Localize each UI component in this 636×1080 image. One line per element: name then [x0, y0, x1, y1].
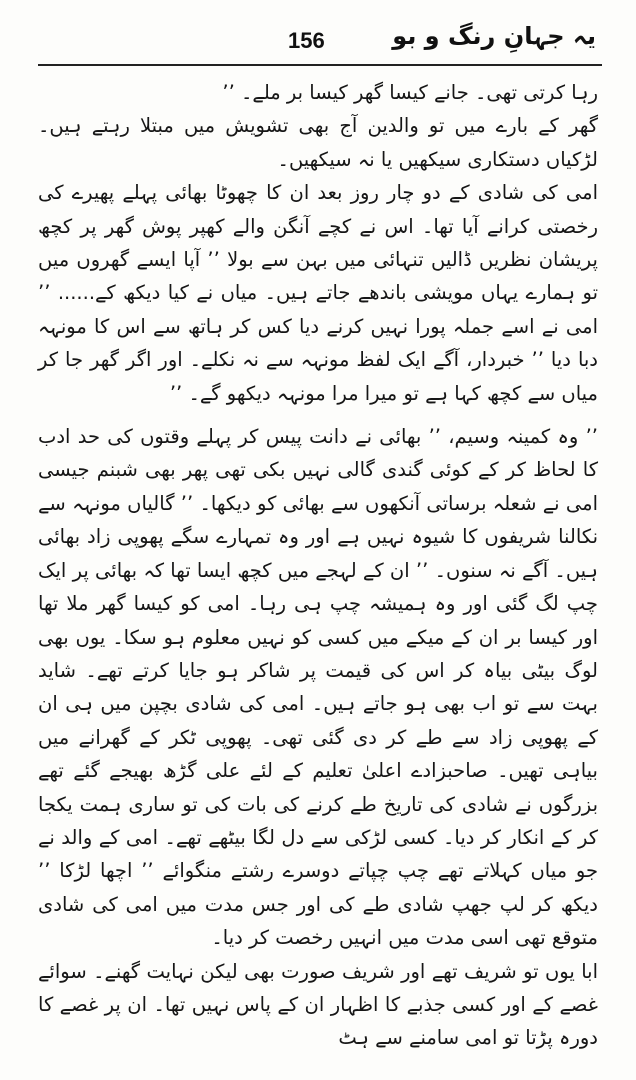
page-number: 156: [288, 28, 325, 53]
page-header: [40, 22, 596, 62]
header-divider: [38, 64, 602, 66]
paragraph: ابا یوں تو شریف تھے اور شریف صورت بھی لیکن نہایت گھنے۔ سوائے غصے کے اور کسی جذبے کا اظہار ان کے پاس نہیں تھا۔ ان پر غصے کا دورہ پڑتا تو امی سامنے سے ہٹ: [38, 959, 598, 1050]
page-body: [38, 76, 598, 1055]
book-title: یہ جہانِ رنگ و بو: [392, 22, 596, 50]
paragraph: گھر کے بارے میں تو والدین آج بھی تشویش میں مبتلا رہتے ہیں۔ لڑکیاں دستکاری سیکھیں یا نہ سیکھیں۔: [38, 114, 598, 171]
paragraph: امی کی شادی کے دو چار روز بعد ان کا چھوٹا بھائی پہلے پھیرے کی رخصتی کرانے آیا تھا۔ اس نے کچے آنگن والے کھپر پوش گھر پر کچھ پریشان نظریں ڈالیں تنہائی میں بہن سے بولا ’’ آپا ایسے گھروں میں تو ہمارے یہاں مویشی باندھے جاتے ہیں۔ میاں نے کیا دیکھ کے...... ’’ امی نے اسے جملہ پورا نہیں کرنے دیا کس کر ہاتھ سے اس کا مونہہ دبا دیا ’’ خبردار، آگے ایک لفظ مونہہ سے نہ نکلے۔ اور اگر گھر جا کر میاں سے کچھ کہا ہے تو میرا مرا مونہہ دیکھو گے۔ ’’: [38, 181, 598, 405]
paragraph: ’’ وہ کمینہ وسیم، ’’ بھائی نے دانت پیس کر پہلے وقتوں کی حد ادب کا لحاظ کر کے کوئی گندی گالی نہیں بکی تھی پھر بھی شبنم جیسی امی نے شعلہ برساتی آنکھوں سے بھائی کو دیکھا۔ ’’ گالیاں مونہہ سے نکالنا شریفوں کا شیوہ نہیں ہے اور وہ تمہارے سگے پھوپی زاد بھائی ہیں۔ آگے نہ سنوں۔ ’’ ان کے لہجے میں کچھ ایسا تھا کہ بھائی پر ایک چپ لگ گئی اور وہ ہمیشہ چپ ہی رہا۔ امی کو کیسا گھر ملا تھا اور کیسا بر ان کے میکے میں کسی کو نہیں معلوم ہو سکا۔ یوں بھی لوگ بیٹی بیاہ کر اس کی قیمت پر شاکر ہو جایا کرتے تھے۔ شاید بہت سے تو اب بھی ہو جاتے ہیں۔ امی کی شادی بچپن میں ہی ان کے پھوپی زاد سے طے کر دی گئی تھی۔ پھوپی ٹکر کے گھرانے میں بیاہی تھیں۔ صاحبزادے اعلیٰ تعلیم کے لئے علی گڑھ بھیجے گئے تھے بزرگوں نے شادی کی تاریخ طے کرنے کی بات کی تو ساری ہمت یکجا کر کے انکار کر دیا۔ کسی لڑکی سے دل لگا بیٹھے تھے۔ امی کے والد نے جو میاں کہلاتے تھے چپ چپاتے دوسرے رشتے منگوائے ’’ اچھا لڑکا ’’ دیکھ کر لپ جھپ شادی طے کی اور جس مدت میں امی کی شادی متوقع تھی اسی مدت میں انہیں رخصت کر دیا۔: [38, 425, 598, 950]
paragraph: رہا کرتی تھی۔ جانے کیسا گھر کیسا بر ملے۔ ’’: [222, 81, 598, 104]
